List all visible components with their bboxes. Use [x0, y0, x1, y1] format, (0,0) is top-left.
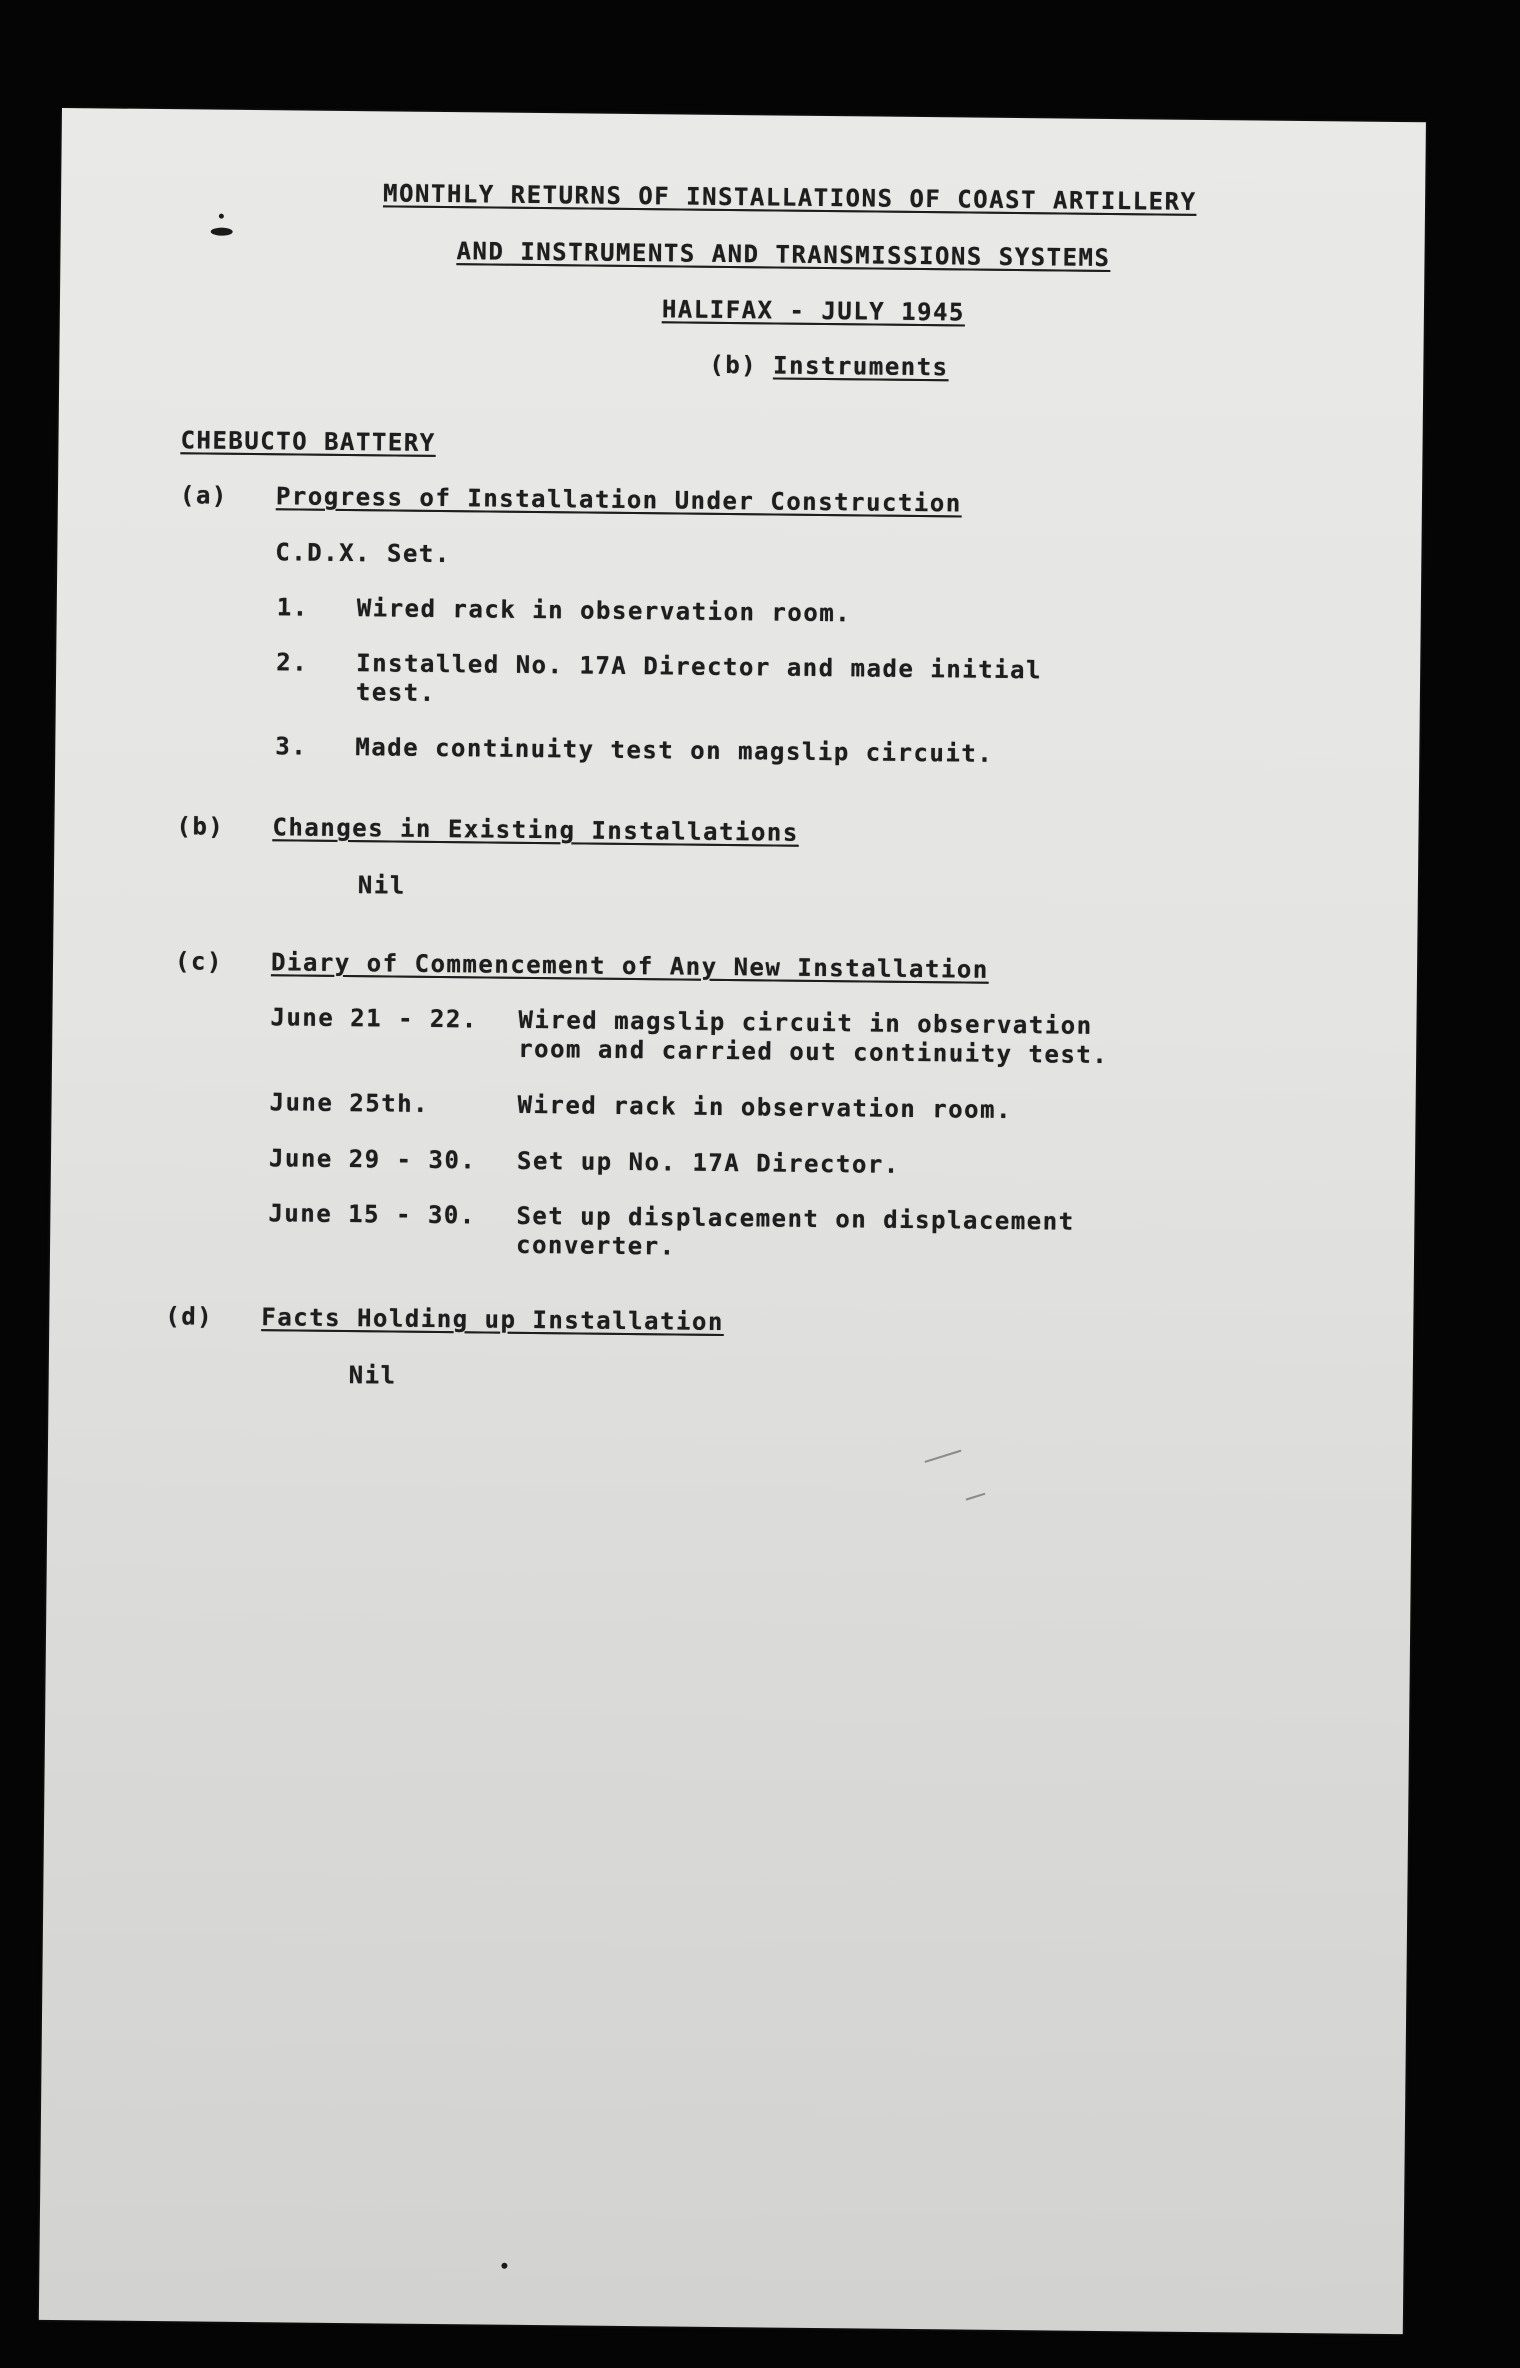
section-b-value: Nil	[357, 871, 406, 900]
section-a-item-1-text: Wired rack in observation room.	[356, 594, 852, 628]
section-a-item-3-text: Made continuity test on magslip circuit.	[355, 733, 994, 768]
diary-entry-1-date: June 21 - 22.	[270, 1003, 478, 1034]
section-c-title: Diary of Commencement of Any New Installation	[270, 948, 989, 984]
header-line-4-title: Instruments	[772, 351, 949, 382]
scratch-mark	[924, 1450, 961, 1463]
header-line-2: AND INSTRUMENTS AND TRANSMISSIONS SYSTEMS	[456, 237, 1111, 272]
section-d-title: Facts Holding up Installation	[261, 1303, 725, 1336]
ink-speck	[219, 214, 224, 219]
ink-mark	[211, 228, 233, 236]
document-page	[39, 108, 1426, 2334]
diary-entry-3-text: Set up No. 17A Director.	[516, 1146, 900, 1179]
section-a-marker: (a)	[179, 481, 228, 510]
section-d-value: Nil	[348, 1361, 397, 1390]
diary-entry-3-date: June 29 - 30.	[268, 1144, 477, 1175]
section-b-marker: (b)	[176, 812, 225, 841]
section-c-marker: (c)	[174, 947, 224, 976]
header-line-3: HALIFAX - JULY 1945	[661, 295, 966, 327]
section-a-title: Progress of Installation Under Construction	[275, 482, 962, 518]
section-a-item-2-text: Installed No. 17A Director and made initial test.	[355, 649, 1043, 707]
section-a-item-3-number: 3.	[275, 732, 308, 761]
header-line-1: MONTHLY RETURNS OF INSTALLATIONS OF COAST ARTILLERY	[382, 179, 1197, 216]
diary-entry-4-text: Set up displacement on displacement converter.	[515, 1201, 1075, 1261]
section-d-marker: (d)	[165, 1302, 214, 1331]
diary-entry-2-date: June 25th.	[269, 1088, 430, 1118]
header-line-4-prefix: (b)	[709, 350, 774, 380]
diary-entry-1-text: Wired magslip circuit in observation room and carried out continuity test.	[518, 1005, 1109, 1070]
battery-name: CHEBUCTO BATTERY	[180, 426, 436, 457]
diary-entry-2-text: Wired rack in observation room.	[517, 1090, 1013, 1125]
section-a-item-2-number: 2.	[276, 648, 309, 677]
diary-entry-4-date: June 15 - 30.	[268, 1199, 476, 1230]
section-a-item-1-number: 1.	[276, 593, 309, 622]
section-b-title: Changes in Existing Installations	[272, 813, 799, 847]
dust-speck	[501, 2263, 507, 2269]
header-line-4	[709, 351, 949, 383]
scratch-mark	[966, 1493, 986, 1501]
section-a-subtitle: C.D.X. Set.	[275, 538, 451, 569]
